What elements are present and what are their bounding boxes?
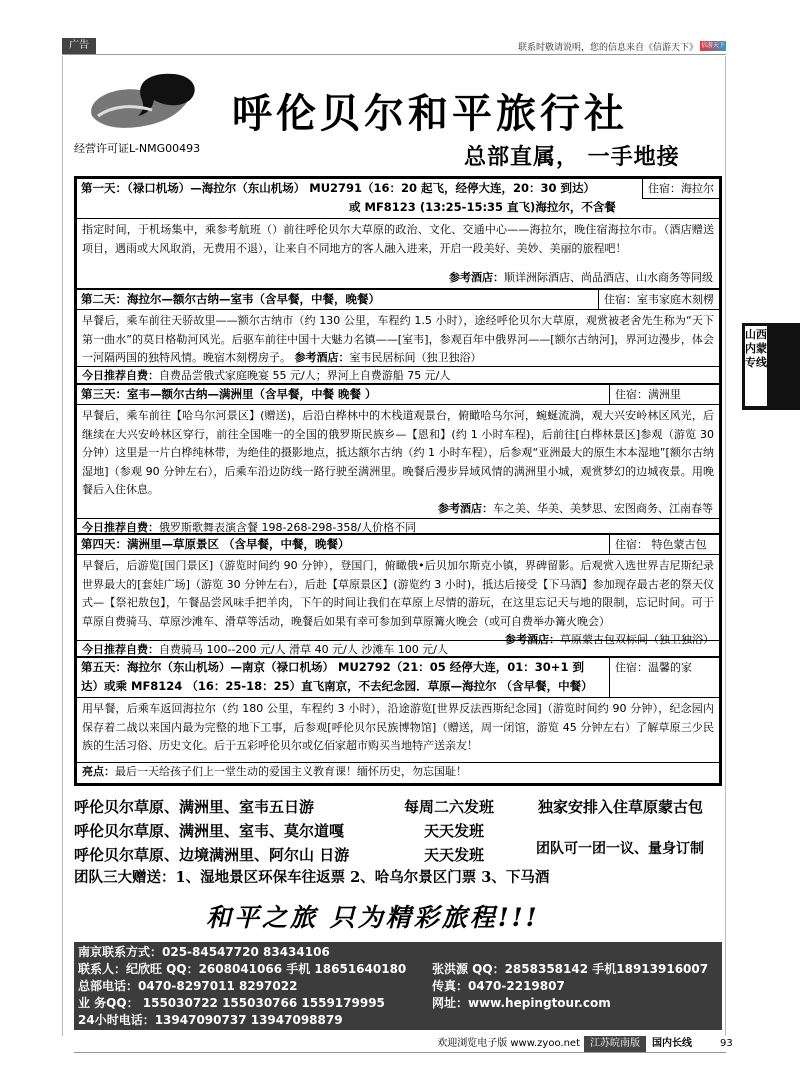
- day-title: 第一天：（禄口机场）—海拉尔（东山机场） MU2791（16：20 起飞，经停大连，20：30 到达）: [81, 181, 596, 195]
- day-title: 第四天：满洲里—草原景区 （含早餐，中餐，晚餐）: [81, 537, 350, 551]
- agency-tagline: 总部直属， 一手地接: [464, 144, 680, 170]
- day-flight-alt: 或 MF8123 (13:25-15:35 直飞)海拉尔，不含餐: [349, 200, 616, 214]
- day-header: [77, 535, 719, 555]
- day-description: [77, 405, 719, 519]
- rec-label: 亮点：: [82, 765, 115, 778]
- hotel-label: 参考酒店：: [438, 501, 493, 515]
- rec-label: 今日推荐自费：: [82, 643, 159, 656]
- itinerary-table: [74, 176, 722, 786]
- day-description: [77, 698, 719, 764]
- promo-schedule-1: 每周二六发班: [404, 798, 495, 816]
- contact-person-1: 联系人：纪欣旺 QQ：2608041066 手机 18651640180: [78, 962, 407, 976]
- contact-person-2: 张洪源 QQ：2858358142 手机18913916007: [432, 962, 709, 976]
- day-text: 指定时间，于机场集中，乘参考航班（）前往呼伦贝尔大草原的政治、文化、交通中心——海拉尔，晚住宿海拉尔市。（酒店赠送项目，遇雨或大风取消，无费用不退），让来自不同地方的客人融入进来，开启一段美好、美妙、美丽的旅程吧！: [82, 223, 714, 255]
- promo-schedule-3: 天天发班: [424, 846, 485, 864]
- top-bar: [62, 38, 726, 55]
- hotel-label: 参考酒店：: [449, 270, 504, 284]
- rec-value: 自费品尝俄式家庭晚宴 55 元/人；界河上自费游船 75 元/人: [159, 369, 451, 382]
- slogan: 和平之旅 只为精彩旅程!!!: [206, 903, 540, 932]
- nanjing-phone: 南京联系方式：025-84547720 83434106: [78, 945, 330, 959]
- rec-label: 今日推荐自费：: [82, 369, 159, 382]
- promo-feature-2: 团队可一团一议、量身订制: [536, 841, 704, 857]
- day-block-4: [77, 535, 719, 658]
- hotel-line: [449, 269, 713, 288]
- hotel-label: 参考酒店：: [294, 351, 350, 364]
- day-stay: 住宿：海拉尔: [642, 179, 719, 199]
- promo-route-2: 呼伦贝尔草原、满洲里、室韦、莫尔道嘎: [74, 822, 345, 840]
- ad-label: 广告: [62, 38, 96, 54]
- day-title: 第三天：室韦—额尔古纳—满洲里（含早餐，中餐 晚餐 ）: [81, 387, 377, 401]
- footer-browse: 欢迎浏览电子版 www.zyoo.net: [437, 1038, 580, 1049]
- hotel-value: 顺详洲际酒店、尚品酒店、山水商务等同级: [504, 270, 713, 284]
- day-header: [77, 385, 719, 405]
- day-block-3: [77, 385, 719, 535]
- day-text: 早餐后，后游览[国门景区]（游览时间约 90 分钟），登国门，俯瞰俄•后贝加尔斯克小镇，界碑留影。后观赏入选世界吉尼斯纪录世界最大的[套娃广场]（游览 30 分钟左右），后赴【草原景区】(游览约 3 小时)，抵达后接受【下马酒】参加现存最古老的祭天仪式—【祭祀敖包】，午餐品尝风味手把羊肉，下午的时间让我们在草原上尽情的游玩，在这里忘记天与地的限制，忘记时间。可于草原自费骑马、草原沙滩车、滑草等活动，晚餐后如果有幸可参加到草原篝火晚会（或可自费举办篝火晚会）: [82, 559, 714, 628]
- rec-value: 自费骑马 100--200 元/人 滑草 40 元/人 沙滩车 100 元/人: [159, 643, 449, 656]
- promo-route-1: 呼伦贝尔草原、满洲里、室韦五日游: [74, 798, 315, 816]
- promo-route-3: 呼伦贝尔草原、边境满洲里、阿尔山 日游: [74, 846, 350, 864]
- business-qq: 业 务QQ： 155030722 155030766 1559179995: [78, 996, 385, 1010]
- day-header: [77, 658, 719, 698]
- hotel-value: 室韦民居标间（独卫独浴）: [349, 351, 482, 364]
- hotel-value: 车之美、华美、美梦思、宏图商务、江南春等: [493, 501, 713, 515]
- optional-activities: [77, 518, 719, 536]
- day-stay: 住宿：温馨的家: [609, 658, 719, 697]
- day-description: [77, 219, 719, 289]
- rec-label: 今日推荐自费：: [82, 521, 159, 534]
- day-description: [77, 555, 719, 646]
- day-block-5: [77, 658, 719, 783]
- section-side-tab: [742, 323, 800, 410]
- promo-schedule-2: 天天发班: [424, 822, 485, 840]
- day-title: 第二天：海拉尔—额尔古纳—室韦（含早餐，中餐，晚餐）: [81, 292, 380, 306]
- footer-edition: 江苏皖南版: [584, 1036, 646, 1052]
- day-header: [77, 290, 719, 310]
- hotel-line: [438, 500, 713, 519]
- side-tab-label: 山西内蒙专线: [745, 326, 767, 406]
- promo-feature-1: 独家安排入住草原蒙古包: [538, 798, 704, 816]
- day-block-1: [77, 179, 719, 290]
- hq-phone: 总部电话：0470-8297011 8297022: [78, 979, 298, 993]
- optional-activities: [77, 640, 719, 658]
- fax-number: 传真：0470-2219807: [432, 979, 565, 993]
- day-description: [77, 310, 719, 368]
- website: 网址：www.hepingtour.com: [432, 996, 611, 1010]
- agency-logo-icon: [82, 70, 202, 136]
- hotel-label: 参考酒店：: [505, 633, 560, 646]
- promo-gifts: 团队三大赠送：1、湿地景区环保车往返票 2、哈乌尔景区门票 3、下马酒: [74, 869, 550, 886]
- publication-logo: 信游天下: [700, 42, 725, 49]
- optional-activities: [77, 366, 719, 384]
- license-number: 经营许可证L-NMG00493: [74, 142, 201, 155]
- day-text: 用早餐，后乘车返回海拉尔（约 180 公里，车程约 3 小时），沿途游览[世界反法西斯纪念园]（游览时间约 90 分钟），纪念园内保存着二战以来国内最为完整的地下工事，后参观[呼伦贝尔民族博物馆]（赠送，周一闭馆，游览 45 分钟左右）了解草原三少民族的生活习俗、历史文化。后于五彩呼伦贝尔或亿佰家超市购买当地特产送亲友！: [82, 702, 714, 752]
- day-title: 第五天：海拉尔（东山机场）—南京（禄口机场） MU2792（21：05 经停大连，01：30+1 到: [81, 660, 584, 674]
- day-stay: 住宿：室韦家庭木刻楞: [598, 290, 719, 309]
- footer-divider: [74, 1052, 726, 1053]
- footer-section: 国内长线: [652, 1038, 692, 1049]
- day-header: [77, 179, 719, 219]
- day-block-2: [77, 290, 719, 385]
- day-flight-alt: 达）或乘 MF8124 （16：25-18：25）直飞南京，不去纪念园．草原—海拉尔 （含早餐，中餐）: [81, 679, 593, 693]
- contact-panel: [74, 942, 722, 1030]
- day-text: 早餐后，乘车前往【哈乌尔河景区】(赠送)，后沿白桦林中的木栈道观景台，俯瞰哈乌尔河，蜿蜒流淌，观大兴安岭林区风光，后继续在大兴安岭林区穿行，前往全国唯一的全国的俄罗斯民族乡—【恩和】(约 1 小时车程)，后前往[白桦林景区]参观（游览 30 分钟）这里是一片白桦纯林带，为绝佳的摄影地点，抵达额尔古纳（约 1 小时车程），后参观“亚洲最大的原生木本湿地”[额尔古纳湿地]（参观 90 分钟左右），后乘车沿边防线一路行驶至满洲里。晚餐后漫步异域风情的满洲里小城，观赏梦幻的边城夜景。用晚餐后入住休息。: [82, 409, 714, 496]
- day-stay: 住宿： 特色蒙古包: [609, 535, 719, 554]
- rec-value: 俄罗斯歌舞表演含餐 198-268-298-358/人价格不同: [159, 521, 417, 534]
- rec-value: 最后一天给孩子们上一堂生动的爱国主义教育课！缅怀历史，勿忘国耻！: [115, 765, 467, 778]
- day-stay: 住宿：满洲里: [609, 385, 719, 404]
- day-text: 早餐后，乘车前往天骄故里——额尔古纳市（约 130 公里，车程约 1.5 小时），途经呼伦贝尔大草原，观赏被老舍先生称为“天下第一曲水”的莫日格勒河风光。后驱车前往中国十大魅力名镇——[室韦]，参观百年中俄界河——[额尔古纳河]，界河边漫步，体会一河隔两国的独特风情。晚宿木刻楞房子。: [82, 314, 714, 364]
- hotel-value: 草原蒙古包双标间（独卫独浴）: [560, 633, 714, 646]
- agency-title: 呼伦贝尔和平旅行社: [232, 90, 628, 137]
- hotline-24h: 24小时电话：13947090737 13947098879: [78, 1013, 343, 1027]
- page-number: 93: [720, 1038, 733, 1049]
- highlight: [77, 762, 719, 780]
- source-note: 联系时敬请说明，您的信息来自《信游天下》: [517, 43, 698, 53]
